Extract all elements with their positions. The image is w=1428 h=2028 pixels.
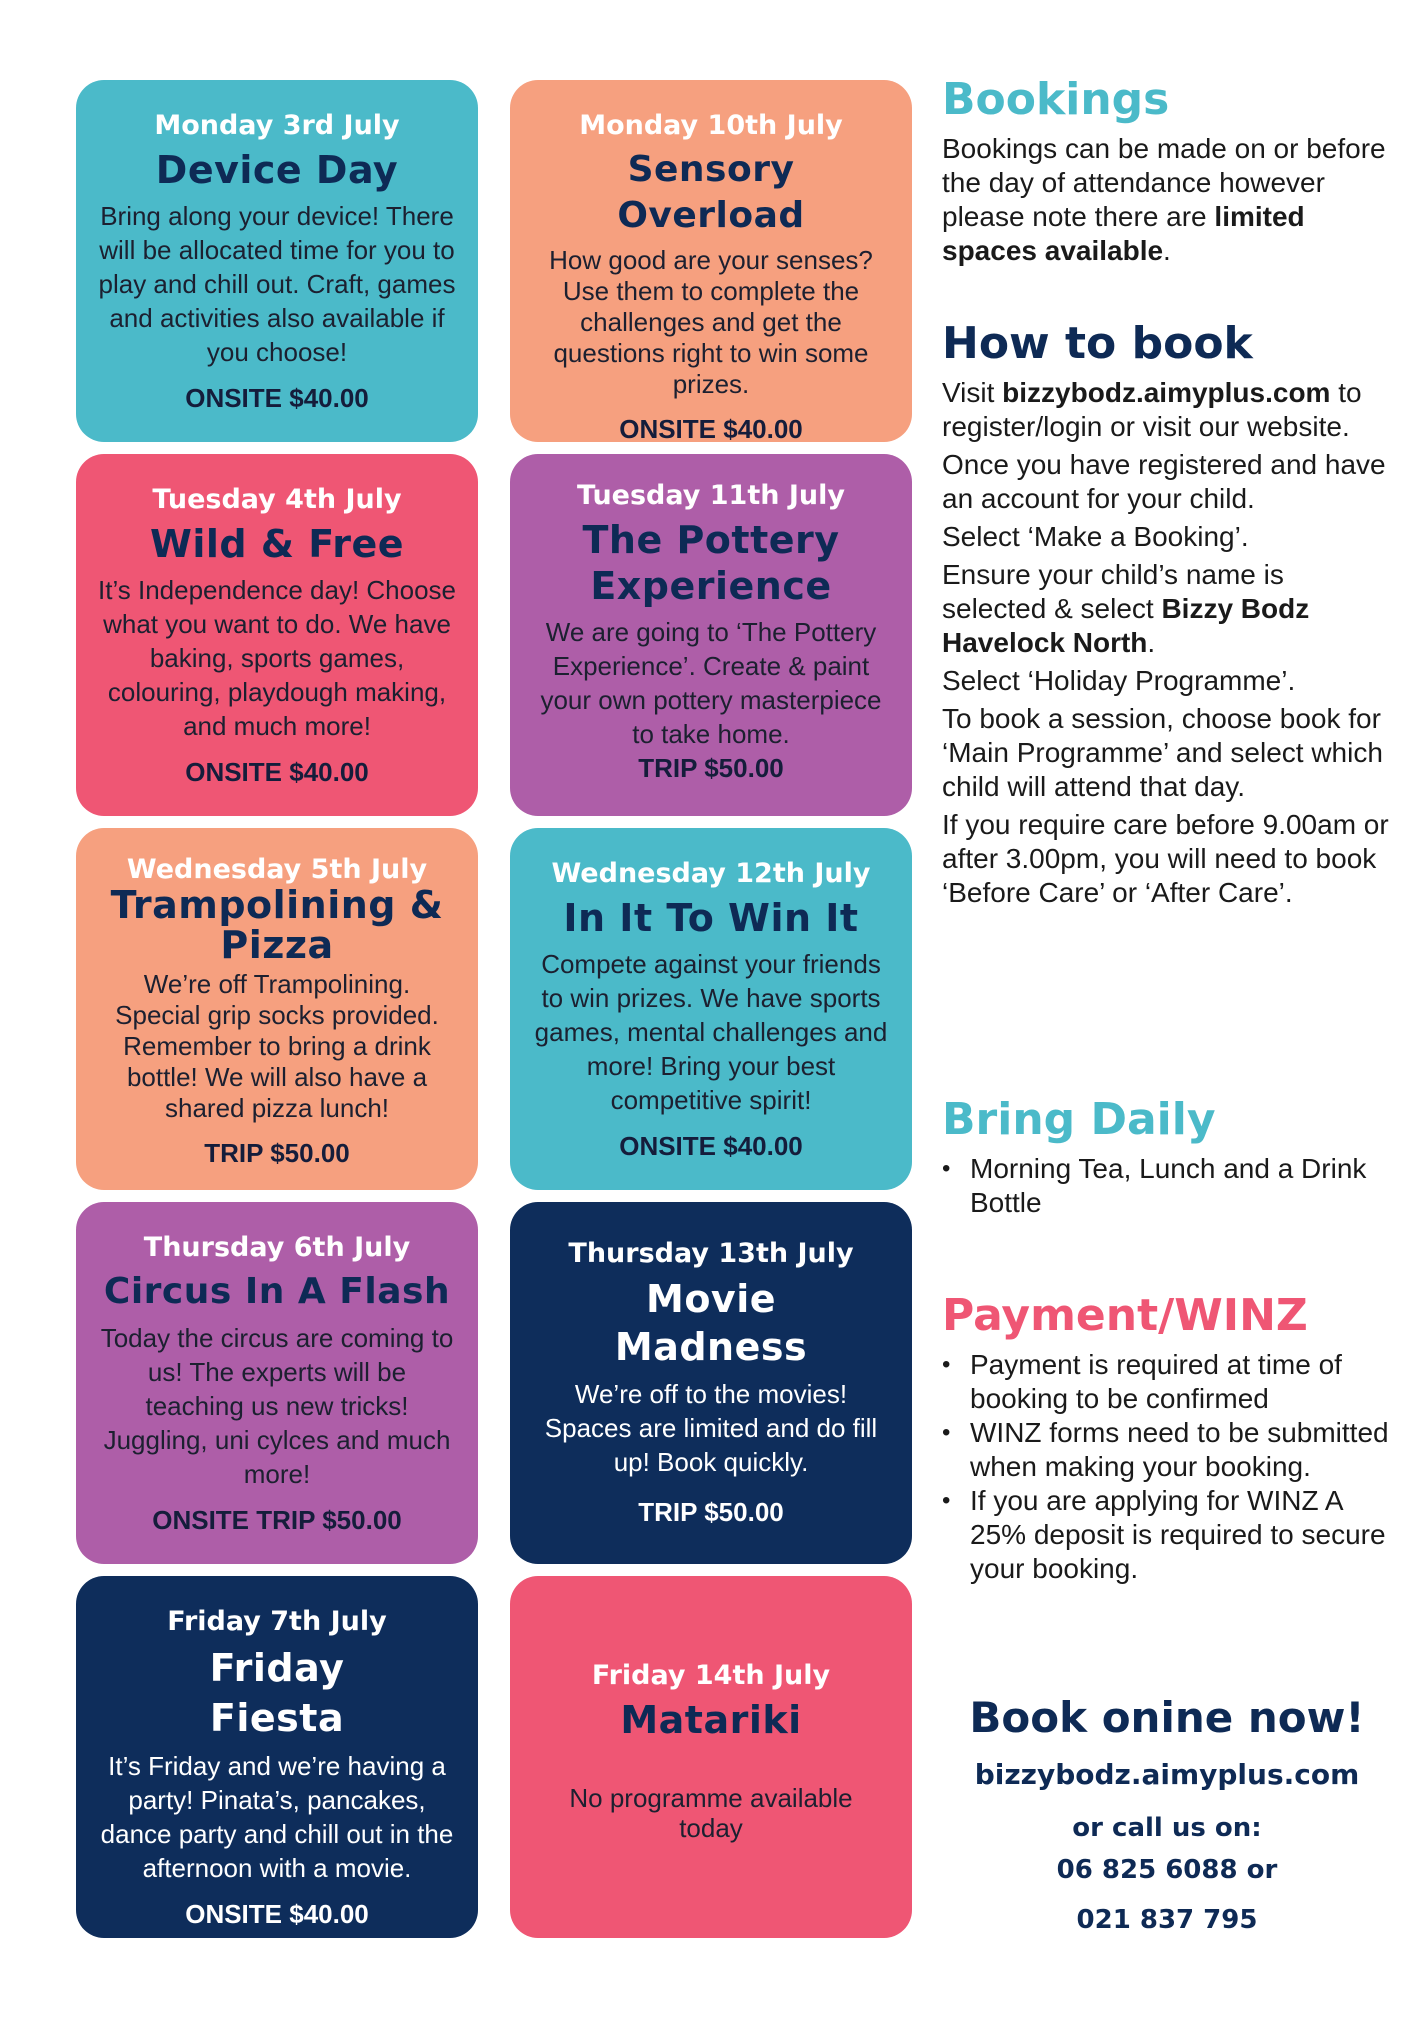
- card-price: TRIP $50.00: [638, 1497, 784, 1527]
- card-date: Tuesday 11th July: [577, 480, 845, 511]
- card-price: ONSITE $40.00: [619, 414, 803, 444]
- card-description: Today the circus are coming to us! The experts will be teaching us new tricks! Juggling, uni cylces and much more!: [100, 1323, 454, 1489]
- cta-url-link[interactable]: bizzybodz.aimyplus.com: [974, 1758, 1360, 1791]
- card-price: ONSITE $40.00: [185, 1899, 369, 1929]
- card-price: ONSITE TRIP $50.00: [152, 1505, 402, 1535]
- card-date: Thursday 13th July: [568, 1238, 854, 1269]
- how-to-book-heading: How to book: [942, 318, 1253, 369]
- card-price: ONSITE $40.00: [185, 757, 369, 787]
- card-description: Bring along your device! There will be allocated time for you to play and chill out. Craft, games and activities also available if you choose!: [98, 201, 456, 367]
- payment-heading: Payment/WINZ: [942, 1290, 1308, 1341]
- card-date: Monday 10th July: [579, 110, 843, 141]
- centre-name-emphasis: Bizzy Bodz Havelock North: [942, 593, 1310, 658]
- how-to-book-step: If you require care before 9.00am or after 3.00pm, you will need to book ‘Before Care’ or ‘After Care’.: [942, 809, 1389, 908]
- list-item: • If you are applying for WINZ A 25% deposit is required to secure your booking.: [942, 1484, 1392, 1586]
- list-item: • Payment is required at time of booking to be confirmed: [942, 1348, 1392, 1416]
- cta-call-label: or call us on:: [1072, 1813, 1262, 1843]
- card-date: Friday 7th July: [167, 1606, 387, 1637]
- card-description: Compete against your friends to win prizes. We have sports games, mental challenges and more! Bring your best competitive spirit!: [534, 949, 888, 1115]
- cta-phone-1[interactable]: 06 825 6088 or: [1056, 1855, 1278, 1885]
- list-item: • Morning Tea, Lunch and a Drink Bottle: [942, 1152, 1392, 1220]
- card-title: Device Day: [155, 148, 399, 192]
- card-tuesday-11th: [510, 454, 912, 816]
- bookings-heading: Bookings: [942, 74, 1170, 125]
- card-description: We are going to ‘The Pottery Experience’. Create & paint your own pottery masterpiece to take home.: [540, 617, 882, 749]
- how-to-book-step: Visit bizzybodz.aimyplus.com to register/login or visit our website.: [942, 377, 1362, 442]
- how-to-book-section: [942, 318, 1392, 910]
- card-wednesday-12th: [510, 828, 912, 1190]
- card-tuesday-4th: [76, 454, 478, 816]
- card-date: Wednesday 5th July: [126, 854, 428, 885]
- card-thursday-13th: [510, 1202, 912, 1564]
- card-title: Sensory Overload: [617, 149, 805, 236]
- how-to-book-step: Select ‘Holiday Programme’.: [942, 665, 1296, 696]
- cta-title: Book onine now!: [969, 1693, 1365, 1742]
- card-title: Friday Fiesta: [209, 1646, 345, 1740]
- card-thursday-6th: [76, 1202, 478, 1564]
- bring-daily-heading: Bring Daily: [942, 1094, 1216, 1145]
- card-description: No programme available today: [569, 1783, 853, 1843]
- card-monday-10th: [510, 80, 912, 442]
- how-to-book-step: Once you have registered and have an account for your child.: [942, 449, 1386, 514]
- card-title: Matariki: [620, 1698, 802, 1742]
- card-title: Movie Madness: [614, 1277, 808, 1369]
- bring-daily-section: [942, 1094, 1392, 1220]
- card-price: ONSITE $40.00: [185, 383, 369, 413]
- card-description: How good are your senses? Use them to complete the challenges and get the questions right to win some prizes.: [549, 245, 873, 399]
- call-to-action: [942, 1692, 1392, 1935]
- card-date: Tuesday 4th July: [152, 484, 402, 515]
- card-wednesday-5th: [76, 828, 478, 1190]
- card-price: ONSITE $40.00: [619, 1131, 803, 1161]
- card-description: It’s Friday and we’re having a party! Pinata’s, pancakes, dance party and chill out in the afternoon with a movie.: [100, 1751, 454, 1883]
- card-date: Thursday 6th July: [143, 1232, 411, 1263]
- cta-phone-2[interactable]: 021 837 795: [1076, 1905, 1258, 1935]
- card-price: TRIP $50.00: [638, 753, 784, 783]
- card-description: We’re off Trampolining. Special grip socks provided. Remember to bring a drink bottle! We will also have a shared pizza lunch!: [115, 969, 439, 1123]
- card-title: In It To Win It: [563, 896, 859, 940]
- card-title: Circus In A Flash: [103, 1271, 451, 1312]
- how-to-book-step: To book a session, choose book for ‘Main Programme’ and select which child will attend that day.: [942, 703, 1383, 802]
- how-to-book-step: Ensure your child’s name is selected & select Bizzy Bodz Havelock North.: [942, 559, 1310, 658]
- card-description: It’s Independence day! Choose what you want to do. We have baking, sports games, colouring, playdough making, and much more!: [98, 575, 457, 741]
- bookings-section: [942, 74, 1392, 268]
- limited-spaces-emphasis: limited spaces available: [942, 201, 1305, 266]
- card-title: The Pottery Experience: [582, 518, 840, 608]
- bookings-text: Bookings can be made on or before the day of attendance however please note there are limited spaces available.: [942, 133, 1386, 266]
- card-title: Wild & Free: [149, 522, 405, 566]
- card-date: Friday 14th July: [591, 1660, 831, 1691]
- card-date: Monday 3rd July: [154, 110, 400, 141]
- list-item: • WINZ forms need to be submitted when making your booking.: [942, 1416, 1392, 1484]
- card-friday-7th: [76, 1576, 478, 1938]
- card-friday-14th: [510, 1576, 912, 1938]
- payment-list: [942, 1348, 1392, 1586]
- card-price: TRIP $50.00: [204, 1138, 350, 1168]
- card-date: Wednesday 12th July: [551, 858, 871, 889]
- card-monday-3rd: [76, 80, 478, 442]
- bring-daily-list: [942, 1152, 1392, 1220]
- booking-url-link[interactable]: bizzybodz.aimyplus.com: [1002, 377, 1331, 408]
- how-to-book-step: Select ‘Make a Booking’.: [942, 521, 1249, 552]
- card-title: Trampolining & Pizza: [110, 883, 444, 967]
- card-description: We’re off to the movies! Spaces are limited and do fill up! Book quickly.: [544, 1379, 878, 1477]
- payment-section: [942, 1290, 1392, 1586]
